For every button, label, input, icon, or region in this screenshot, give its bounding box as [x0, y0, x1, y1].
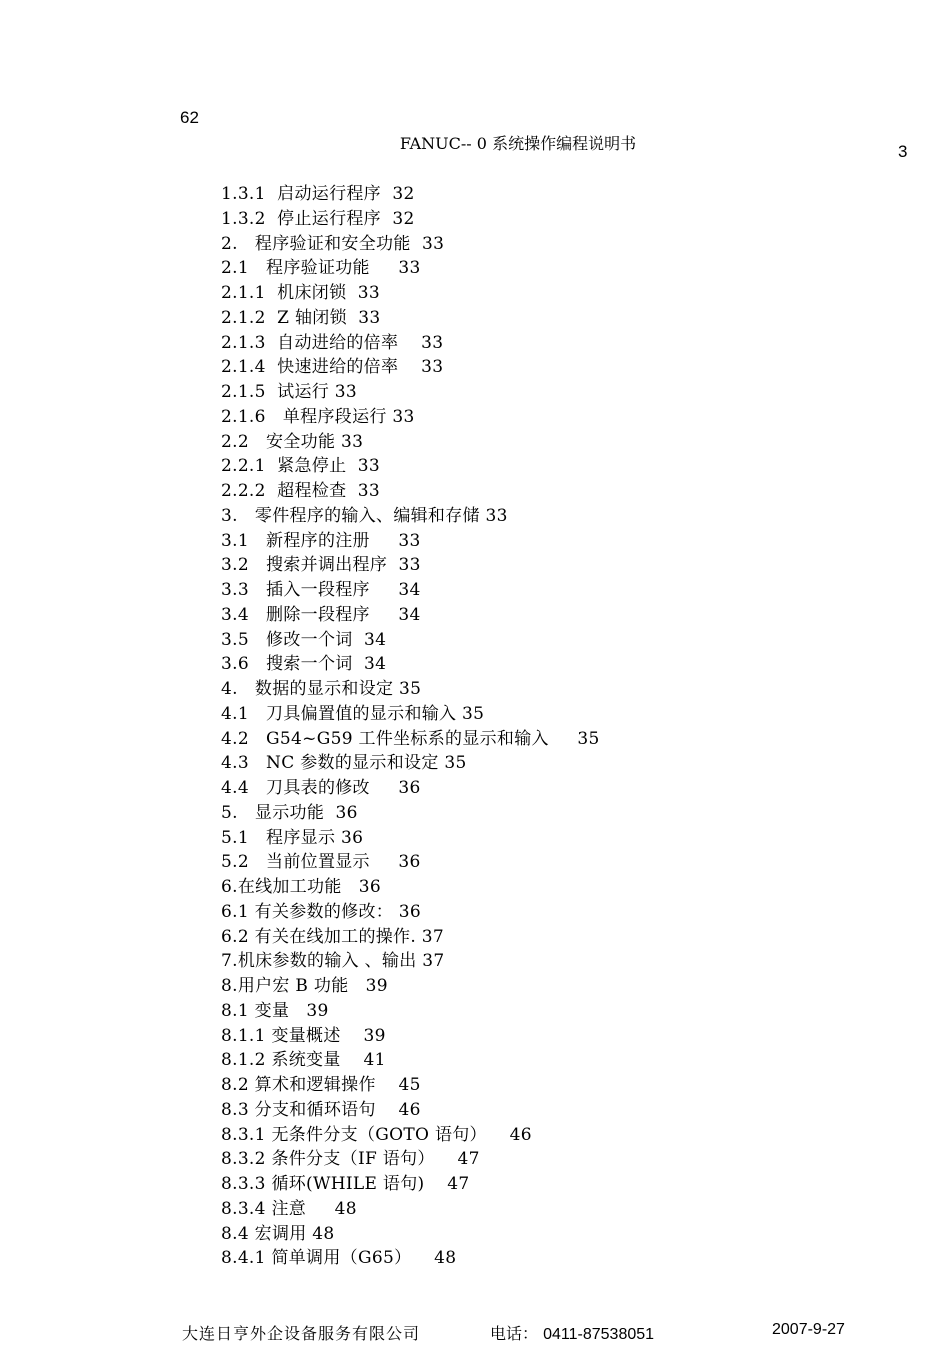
toc-entry: 8.1.2 系统变量 41: [221, 1050, 386, 1071]
toc-entry: 4.4 刀具表的修改 36: [221, 778, 421, 798]
toc-entry: 3. 零件程序的输入、编辑和存储 33: [221, 505, 508, 526]
toc-entry: 3.4 删除一段程序 34: [221, 604, 421, 625]
toc-entry: 6.1 有关参数的修改： 36: [221, 901, 421, 922]
page-number-side: 3: [898, 142, 908, 161]
toc-entry: 2.1.3 自动进给的倍率 33: [221, 332, 444, 353]
table-of-contents: [221, 182, 600, 1271]
toc-entry: 8.3.1 无条件分支（GOTO 语句） 46: [221, 1124, 532, 1145]
toc-entry: 8.2 算术和逻辑操作 45: [221, 1075, 421, 1095]
toc-entry: 2.1.2 Z 轴闭锁 33: [221, 307, 381, 328]
toc-entry: 2.2.1 紧急停止 33: [221, 456, 381, 477]
toc-entry: 1.3.1 启动运行程序 32: [221, 184, 415, 204]
toc-entry: 5.1 程序显示 36: [221, 827, 364, 848]
toc-entry: 4. 数据的显示和设定 35: [221, 679, 422, 699]
toc-entry: 8.1.1 变量概述 39: [221, 1025, 386, 1046]
toc-entry: 8.3.4 注意 48: [221, 1198, 357, 1219]
toc-entry: 8.用户宏 B 功能 39: [221, 976, 388, 996]
toc-entry: 2.2.2 超程检查 33: [221, 481, 381, 501]
toc-entry: 2.1.6 单程序段运行 33: [221, 406, 415, 427]
toc-entry: 2. 程序验证和安全功能 33: [221, 233, 445, 254]
toc-entry: 2.1.1 机床闭锁 33: [221, 283, 381, 303]
toc-entry: 3.3 插入一段程序 34: [221, 580, 421, 600]
toc-entry: 5.2 当前位置显示 36: [221, 852, 421, 873]
toc-entry: 8.3.3 循环(WHILE 语句) 47: [221, 1174, 470, 1194]
toc-entry: 8.4 宏调用 48: [221, 1223, 335, 1244]
toc-entry: 4.1 刀具偏置值的显示和输入 35: [221, 703, 485, 724]
toc-entry: 8.4.1 简单调用（G65） 48: [221, 1248, 457, 1269]
toc-entry: 2.2 安全功能 33: [221, 431, 364, 452]
toc-entry: 8.3.2 条件分支（IF 语句） 47: [221, 1149, 480, 1170]
toc-entry: 8.1 变量 39: [221, 1000, 329, 1021]
footer-phone-number: 0411-87538051: [543, 1326, 655, 1343]
toc-entry: 1.3.2 停止运行程序 32: [221, 208, 415, 229]
document-header-title: FANUC-- 0 系统操作编程说明书: [399, 134, 637, 153]
toc-entry: 8.3 分支和循环语句 46: [221, 1099, 421, 1120]
toc-entry: 3.1 新程序的注册 33: [221, 530, 421, 551]
toc-entry: 4.3 NC 参数的显示和设定 35: [221, 753, 467, 774]
toc-entry: 2.1.5 试运行 33: [221, 382, 357, 402]
toc-entry: 4.2 G54~G59 工件坐标系的显示和输入 35: [221, 728, 600, 749]
footer-date: 2007-9-27: [772, 1321, 845, 1338]
toc-entry: 3.6 搜索一个词 34: [221, 654, 387, 675]
toc-entry: 2.1.4 快速进给的倍率 33: [221, 357, 444, 378]
toc-entry: 6.2 有关在线加工的操作. 37: [221, 926, 444, 947]
toc-entry: 5. 显示功能 36: [221, 802, 358, 823]
toc-entry: 6.在线加工功能 36: [221, 877, 381, 897]
footer-phone: [490, 1321, 654, 1344]
footer-phone-label: 电话：: [490, 1324, 539, 1343]
toc-entry: 2.1 程序验证功能 33: [221, 258, 421, 279]
toc-entry: 7.机床参数的输入 、输出 37: [221, 951, 445, 972]
toc-entry: 3.2 搜索并调出程序 33: [221, 555, 421, 576]
page-number-top: 62: [180, 108, 199, 127]
footer-company-name: 大连日亨外企设备服务有限公司: [182, 1324, 421, 1343]
toc-entry: 3.5 修改一个词 34: [221, 629, 387, 650]
